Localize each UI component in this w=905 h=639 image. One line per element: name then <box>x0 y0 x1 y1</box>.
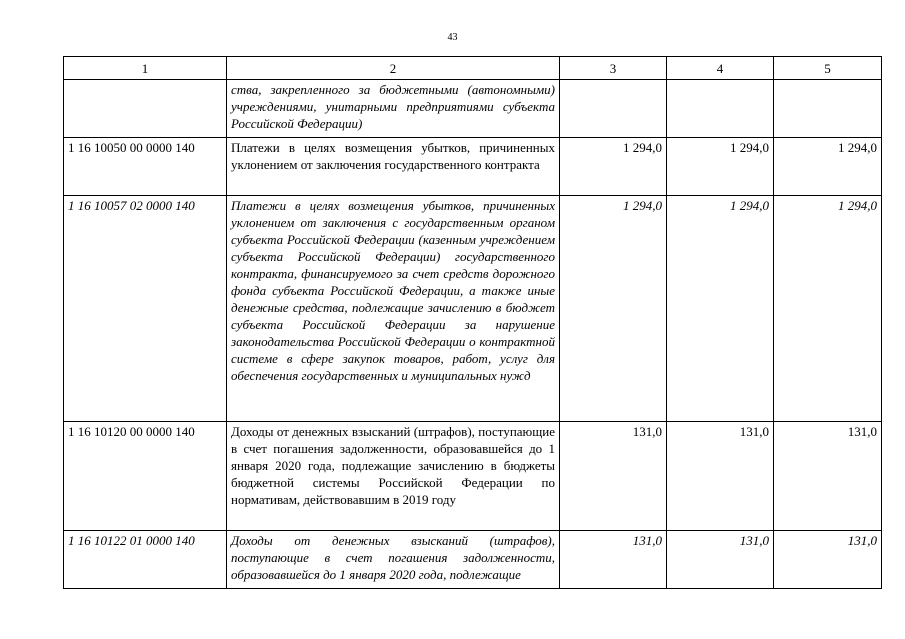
row-code: 1 16 10122 01 0000 140 <box>64 531 227 589</box>
table-row <box>64 80 882 138</box>
table-row <box>64 531 882 589</box>
table-row <box>64 196 882 422</box>
row-value-col4: 1 294,0 <box>667 196 774 422</box>
table-row <box>64 138 882 196</box>
row-value-col5: 1 294,0 <box>774 138 882 196</box>
row-value-col4 <box>667 80 774 138</box>
page-number: 43 <box>447 32 458 43</box>
row-value-col3: 131,0 <box>560 422 667 531</box>
column-header-1: 1 <box>64 57 227 80</box>
row-value-col5: 131,0 <box>774 531 882 589</box>
row-description: Доходы от денежных взысканий (штрафов), поступающие в счет погашения задолженности, образовавшейся до 1 января 2020 года, подлежащие <box>227 531 560 589</box>
row-value-col4: 1 294,0 <box>667 138 774 196</box>
row-value-col4: 131,0 <box>667 422 774 531</box>
budget-revenue-table <box>63 56 882 589</box>
row-value-col3 <box>560 80 667 138</box>
column-header-4: 4 <box>667 57 774 80</box>
row-value-col5: 131,0 <box>774 422 882 531</box>
column-header-3: 3 <box>560 57 667 80</box>
row-value-col3: 131,0 <box>560 531 667 589</box>
row-code <box>64 80 227 138</box>
column-header-5: 5 <box>774 57 882 80</box>
row-description: Доходы от денежных взысканий (штрафов), поступающие в счет погашения задолженности, образовавшейся до 1 января 2020 года, подлежащие зачислению в бюджеты бюджетной системы Российской Федерации по нормативам, действовавшим в 2019 году <box>227 422 560 531</box>
row-code: 1 16 10057 02 0000 140 <box>64 196 227 422</box>
row-code: 1 16 10120 00 0000 140 <box>64 422 227 531</box>
row-description: Платежи в целях возмещения убытков, причиненных уклонением от заключения с государственным органом субъекта Российской Федерации (казенным учреждением субъекта Российской Федерации) государственного контракта, финансируемого за счет средств дорожного фонда субъекта Российской Федерации, а также иные денежные средства, подлежащие зачислению в бюджет субъекта Российской Федерации за нарушение законодательства Российской Федерации о контрактной системе в сфере закупок товаров, работ, услуг для обеспечения государственных и муниципальных нужд <box>227 196 560 422</box>
row-value-col4: 131,0 <box>667 531 774 589</box>
table-row <box>64 422 882 531</box>
row-description: Платежи в целях возмещения убытков, причиненных уклонением от заключения государственного контракта <box>227 138 560 196</box>
row-value-col3: 1 294,0 <box>560 196 667 422</box>
row-value-col5: 1 294,0 <box>774 196 882 422</box>
row-description: ства, закрепленного за бюджетными (автономными) учреждениями, унитарными предприятиями субъекта Российской Федерации) <box>227 80 560 138</box>
table-header-row <box>64 57 882 80</box>
row-value-col5 <box>774 80 882 138</box>
row-value-col3: 1 294,0 <box>560 138 667 196</box>
row-code: 1 16 10050 00 0000 140 <box>64 138 227 196</box>
column-header-2: 2 <box>227 57 560 80</box>
